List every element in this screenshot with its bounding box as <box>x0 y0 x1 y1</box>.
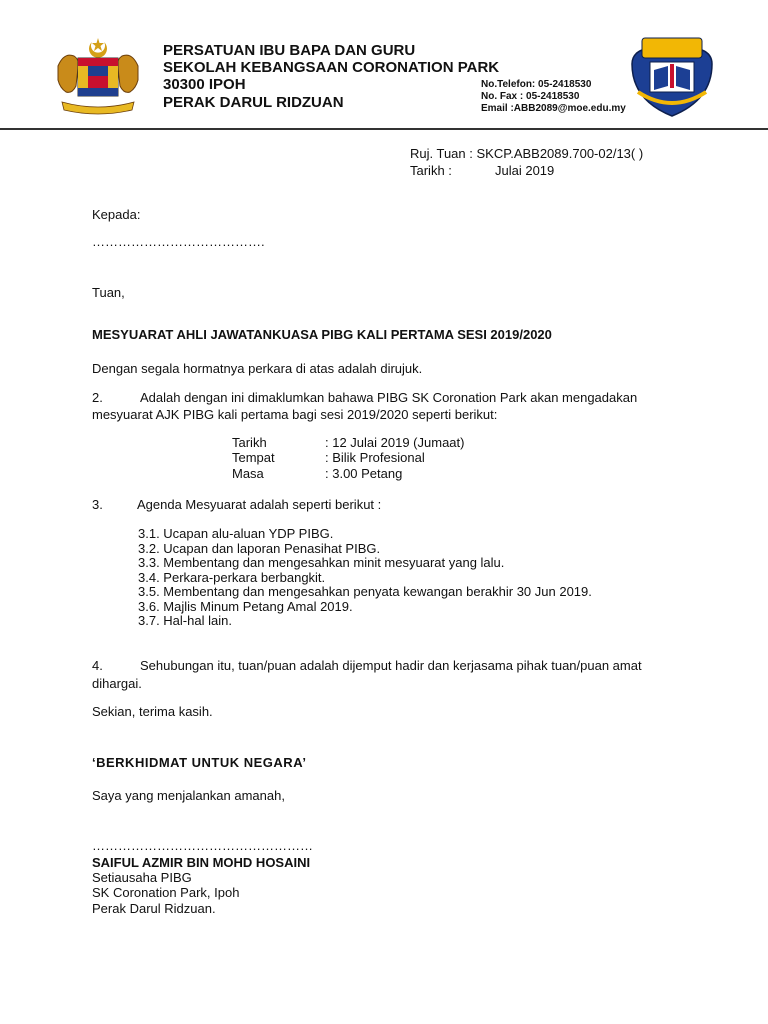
date-value: Julai 2019 <box>495 163 555 178</box>
recipient-label: Kepada: <box>92 207 141 222</box>
fax-number: No. Fax : 05-2418530 <box>481 91 580 102</box>
signatory-name: SAIFUL AZMIR BIN MOHD HOSAINI <box>92 855 311 870</box>
signatory-school: SK Coronation Park, Ipoh <box>92 885 240 900</box>
agenda-item: 3.3. Membentang dan mengesahkan minit mesyuarat yang lalu. <box>138 555 505 570</box>
para4-line2: dihargai. <box>92 676 142 691</box>
signatory-state: Perak Darul Ridzuan. <box>92 901 216 916</box>
detail-label-venue: Tempat <box>232 450 275 465</box>
detail-value-venue: : Bilik Profesional <box>325 450 425 465</box>
org-state: PERAK DARUL RIDZUAN <box>163 94 344 111</box>
reference-number: Ruj. Tuan : SKCP.ABB2089.700-02/13( ) <box>410 146 644 161</box>
trust-statement: Saya yang menjalankan amanah, <box>92 788 285 803</box>
agenda-item: 3.2. Ucapan dan laporan Penasihat PIBG. <box>138 541 381 556</box>
salutation: Tuan, <box>92 285 125 300</box>
agenda-item: 3.5. Membentang dan mengesahkan penyata kewangan berakhir 30 Jun 2019. <box>138 584 592 599</box>
detail-value-date: : 12 Julai 2019 (Jumaat) <box>325 435 465 450</box>
agenda-item: 3.1. Ucapan alu-aluan YDP PIBG. <box>138 526 334 541</box>
closing-remark: Sekian, terima kasih. <box>92 704 213 719</box>
motto: ‘BERKHIDMAT UNTUK NEGARA’ <box>92 755 307 770</box>
letter-subject: MESYUARAT AHLI JAWATANKUASA PIBG KALI PERTAMA SESI 2019/2020 <box>92 327 552 342</box>
recipient-placeholder: …………………………………. <box>92 234 265 249</box>
para2-line2: mesyuarat AJK PIBG kali pertama bagi sesi 2019/2020 seperti berikut: <box>92 407 498 422</box>
agenda-item: 3.7. Hal-hal lain. <box>138 613 232 628</box>
agenda-item: 3.6. Majlis Minum Petang Amal 2019. <box>138 599 353 614</box>
school-logo <box>628 34 716 120</box>
signatory-title: Setiausaha PIBG <box>92 870 192 885</box>
org-name-line1: PERSATUAN IBU BAPA DAN GURU <box>163 42 416 59</box>
detail-value-time: : 3.00 Petang <box>325 466 403 481</box>
detail-label-time: Masa <box>232 466 264 481</box>
para3-text: Agenda Mesyuarat adalah seperti berikut : <box>137 497 382 512</box>
para4-line1: Sehubungan itu, tuan/puan adalah dijemput hadir dan kerjasama pihak tuan/puan amat <box>140 658 642 673</box>
org-postcode-city: 30300 IPOH <box>163 76 246 93</box>
header-divider <box>0 128 768 130</box>
detail-label-date: Tarikh <box>232 435 267 450</box>
para2-line1: Adalah dengan ini dimaklumkan bahawa PIBG SK Coronation Park akan mengadakan <box>140 390 638 405</box>
intro-paragraph: Dengan segala hormatnya perkara di atas adalah dirujuk. <box>92 361 423 376</box>
para3-number: 3. <box>92 497 103 512</box>
agenda-item: 3.4. Perkara-perkara berbangkit. <box>138 570 326 585</box>
para2-number: 2. <box>92 390 103 405</box>
para4-number: 4. <box>92 658 103 673</box>
org-name-line2: SEKOLAH KEBANGSAAN CORONATION PARK <box>163 59 500 76</box>
phone-number: No.Telefon: 05-2418530 <box>481 79 592 90</box>
signature-line: …………………………………………… <box>92 838 313 853</box>
date-label: Tarikh : <box>410 163 452 178</box>
coat-of-arms-logo <box>52 36 144 116</box>
email-address: Email :ABB2089@moe.edu.my <box>481 103 626 114</box>
